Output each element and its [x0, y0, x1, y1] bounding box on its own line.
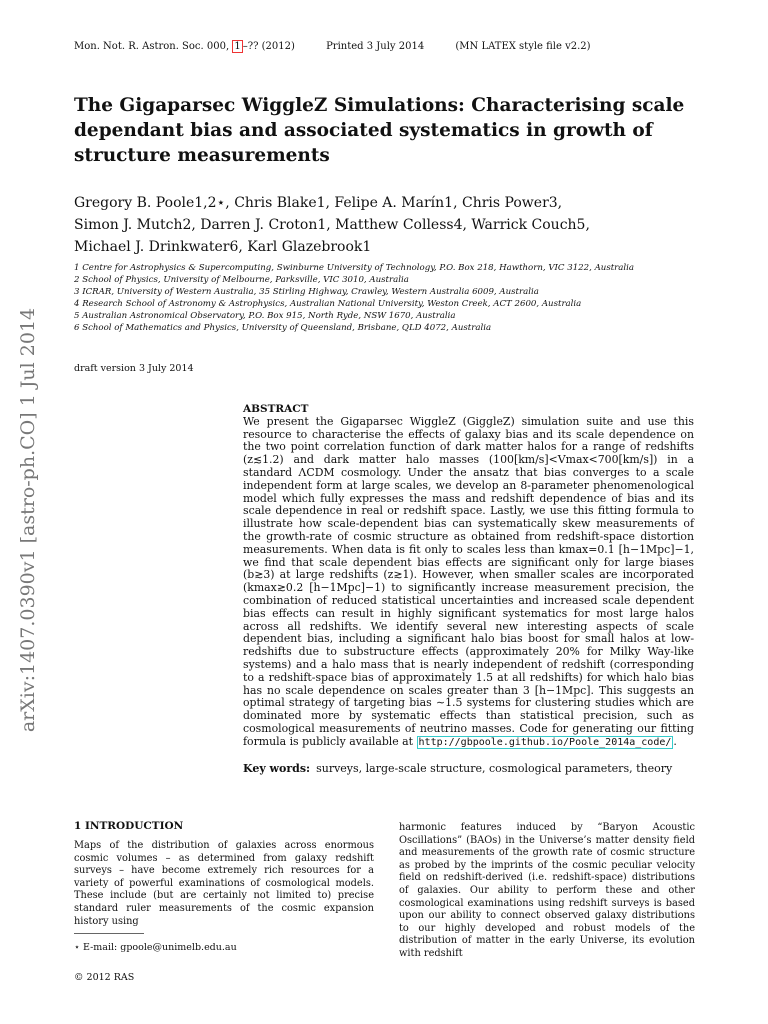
- abstract: ABSTRACT We present the Gigaparsec WiggleZ (GiggleZ) simulation suite and use this resource to characterise the effects of galaxy bias and its scale dependence on the two point correlation function of dark matter halos for a range of redshifts (z≲1.2) and dark matter halo masses (100[km/s]<Vmax<700[km/s]) in a standard ΛCDM cosmology. Under the ansatz that bias converges to a scale independent form at large scales, we develop an 8-parameter phenomenological model which fully expresses the mass and redshift dependence of bias and its scale dependence in real or redshift space. Lastly, we use this fitting formula to illustrate how scale-dependent bias can systematically skew measurements of the growth-rate of cosmic structure as obtained from redshift-space distortion measurements. When data is fit only to scales less than kmax=0.1 [h−1Mpc]−1, we find that scale dependent bias effects are significant only for large biases (b≳3) at large redshifts (z≳1). However, when smaller scales are incorporated (kmax≳0.2 [h−1Mpc]−1) to significantly increase measurement precision, the combination of reduced statistical uncertainties and increased scale dependent bias effects can result in highly significant systematics for most large halos across all redshifts. We identify several new interesting aspects of scale dependent bias, including a significant halo bias boost for small halos at low-redshifts due to substructure effects (approximately 20% for Milky Way-like systems) and a halo mass that is nearly independent of redshift (corresponding to a redshift-space bias of approximately 1.5 at all redshifts) for which halo bias has no scale dependence on scales greater than 3 [h−1Mpc]. This suggests an optimal strategy of targeting bias ∼1.5 systems for clustering studies which are dominated more by systematic effects than statistical precision, such as cosmological measurements of neutrino masses. Code for generating our fitting formula is publicly available at http://gbpoole.github.io/Poole_2014a_code/ .: [243, 403, 694, 748]
- affiliation: 4 Research School of Astronomy & Astrophysics, Australian National University, Weston Creek, ACT 2600, Australia: [74, 299, 582, 309]
- footnote-rule: [74, 933, 144, 934]
- abstract-heading: ABSTRACT: [243, 403, 309, 415]
- author-list: [74, 192, 694, 258]
- code-link[interactable]: http://gbpoole.github.io/Poole_2014a_code/: [418, 736, 672, 748]
- author-line: Michael J. Drinkwater6, Karl Glazebrook1: [74, 239, 372, 255]
- draft-version: draft version 3 July 2014: [74, 363, 194, 374]
- page-link[interactable]: 1: [234, 41, 241, 52]
- author-line: Simon J. Mutch2, Darren J. Croton1, Matthew Colless4, Warrick Couch5,: [74, 217, 590, 233]
- keywords-text: surveys, large-scale structure, cosmological parameters, theory: [316, 762, 673, 775]
- arxiv-stamp: arXiv:1407.0390v1 [astro-ph.CO] 1 Jul 2014: [17, 307, 39, 733]
- running-header: [74, 41, 619, 52]
- paper-title: The Gigaparsec WiggleZ Simulations: Characterising scale dependant bias and associated systematics in growth of structure measurements: [74, 95, 685, 166]
- affiliation: 2 School of Physics, University of Melbourne, Parksville, VIC 3010, Australia: [74, 275, 409, 285]
- affiliation: 1 Centre for Astrophysics & Supercomputing, Swinburne University of Technology, P.O. Box 218, Hawthorn, VIC 3122, Australia: [74, 263, 635, 273]
- footnote-email: ⋆ E-mail: gpoole@unimelb.edu.au: [74, 942, 237, 953]
- copyright: © 2012 RAS: [74, 972, 135, 983]
- keywords-label: Key words:: [243, 762, 311, 775]
- printed-date: Printed 3 July 2014: [326, 41, 425, 52]
- affiliation: 6 School of Mathematics and Physics, University of Queensland, Brisbane, QLD 4072, Australia: [74, 323, 492, 333]
- author-line: Gregory B. Poole1,2⋆, Chris Blake1, Felipe A. Marín1, Chris Power3,: [74, 195, 563, 211]
- intro-column-left: Maps of the distribution of galaxies across enormous cosmic volumes – as determined from galaxy redshift surveys – have become extremely rich resources for a variety of powerful examinations of cosmological models. These include (but are certainly not limited to) precise standard ruler measurements of the cosmic expansion history using: [74, 840, 374, 927]
- affiliation-list: [74, 262, 724, 334]
- style-file: (MN LATEX style file v2.2): [455, 41, 591, 52]
- section-heading: 1 INTRODUCTION: [74, 820, 184, 832]
- affiliation: 3 ICRAR, University of Western Australia, 35 Stirling Highway, Crawley, Western Australia 6009, Australia: [74, 287, 539, 297]
- intro-column-right: harmonic features induced by “Baryon Acoustic Oscillations” (BAOs) in the Universe’s matter density field and measurements of the growth rate of cosmic structure as probed by the imprints of the cosmic peculiar velocity field on redshift-derived (i.e. redshift-space) distributions of galaxies. Our ability to perform these and other cosmological examinations using redshift surveys is based upon our ability to connect observed galaxy distributions to our highly developed and robust models of the distribution of matter in the early Universe, its evolution with redshift: [399, 822, 695, 959]
- journal-ref: Mon. Not. R. Astron. Soc. 000, 1 –?? (2012): [74, 41, 295, 52]
- abstract-text: We present the Gigaparsec WiggleZ (GiggleZ) simulation suite and use this resource to characterise the effects of galaxy bias and its scale dependence on the two point correlation function of dark matter halos for a range of redshifts (z≲1.2) and dark matter halo masses (100[km/s]<Vmax<700[km/s]) in a standard ΛCDM cosmology. Under the ansatz that bias converges to a scale independent form at large scales, we develop an 8-parameter phenomenological model which fully expresses the mass and redshift dependence of bias and its scale dependence in real or redshift space. Lastly, we use this fitting formula to illustrate how scale-dependent bias can systematically skew measurements of the growth-rate of cosmic structure as obtained from redshift-space distortion measurements. When data is fit only to scales less than kmax=0.1 [h−1Mpc]−1, we find that scale dependent bias effects are significant only for large biases (b≳3) at large redshifts (z≳1). However, when smaller scales are incorporated (kmax≳0.2 [h−1Mpc]−1) to significantly increase measurement precision, the combination of reduced statistical uncertainties and increased scale dependent bias effects can result in highly significant systematics for most large halos across all redshifts. We identify several new interesting aspects of scale dependent bias, including a significant halo bias boost for small halos at low-redshifts due to substructure effects (approximately 20% for Milky Way-like systems) and a halo mass that is nearly independent of redshift (corresponding to a redshift-space bias of approximately 1.5 at all redshifts) for which halo bias has no scale dependence on scales greater than 3 [h−1Mpc]. This suggests an optimal strategy of targeting bias ∼1.5 systems for clustering studies which are dominated more by systematic effects than statistical precision, such as cosmological measurements of neutrino masses. Code for generating our fitting formula is publicly available at: [243, 414, 694, 748]
- affiliation: 5 Australian Astronomical Observatory, P.O. Box 915, North Ryde, NSW 1670, Australia: [74, 311, 456, 321]
- keywords: [243, 762, 713, 775]
